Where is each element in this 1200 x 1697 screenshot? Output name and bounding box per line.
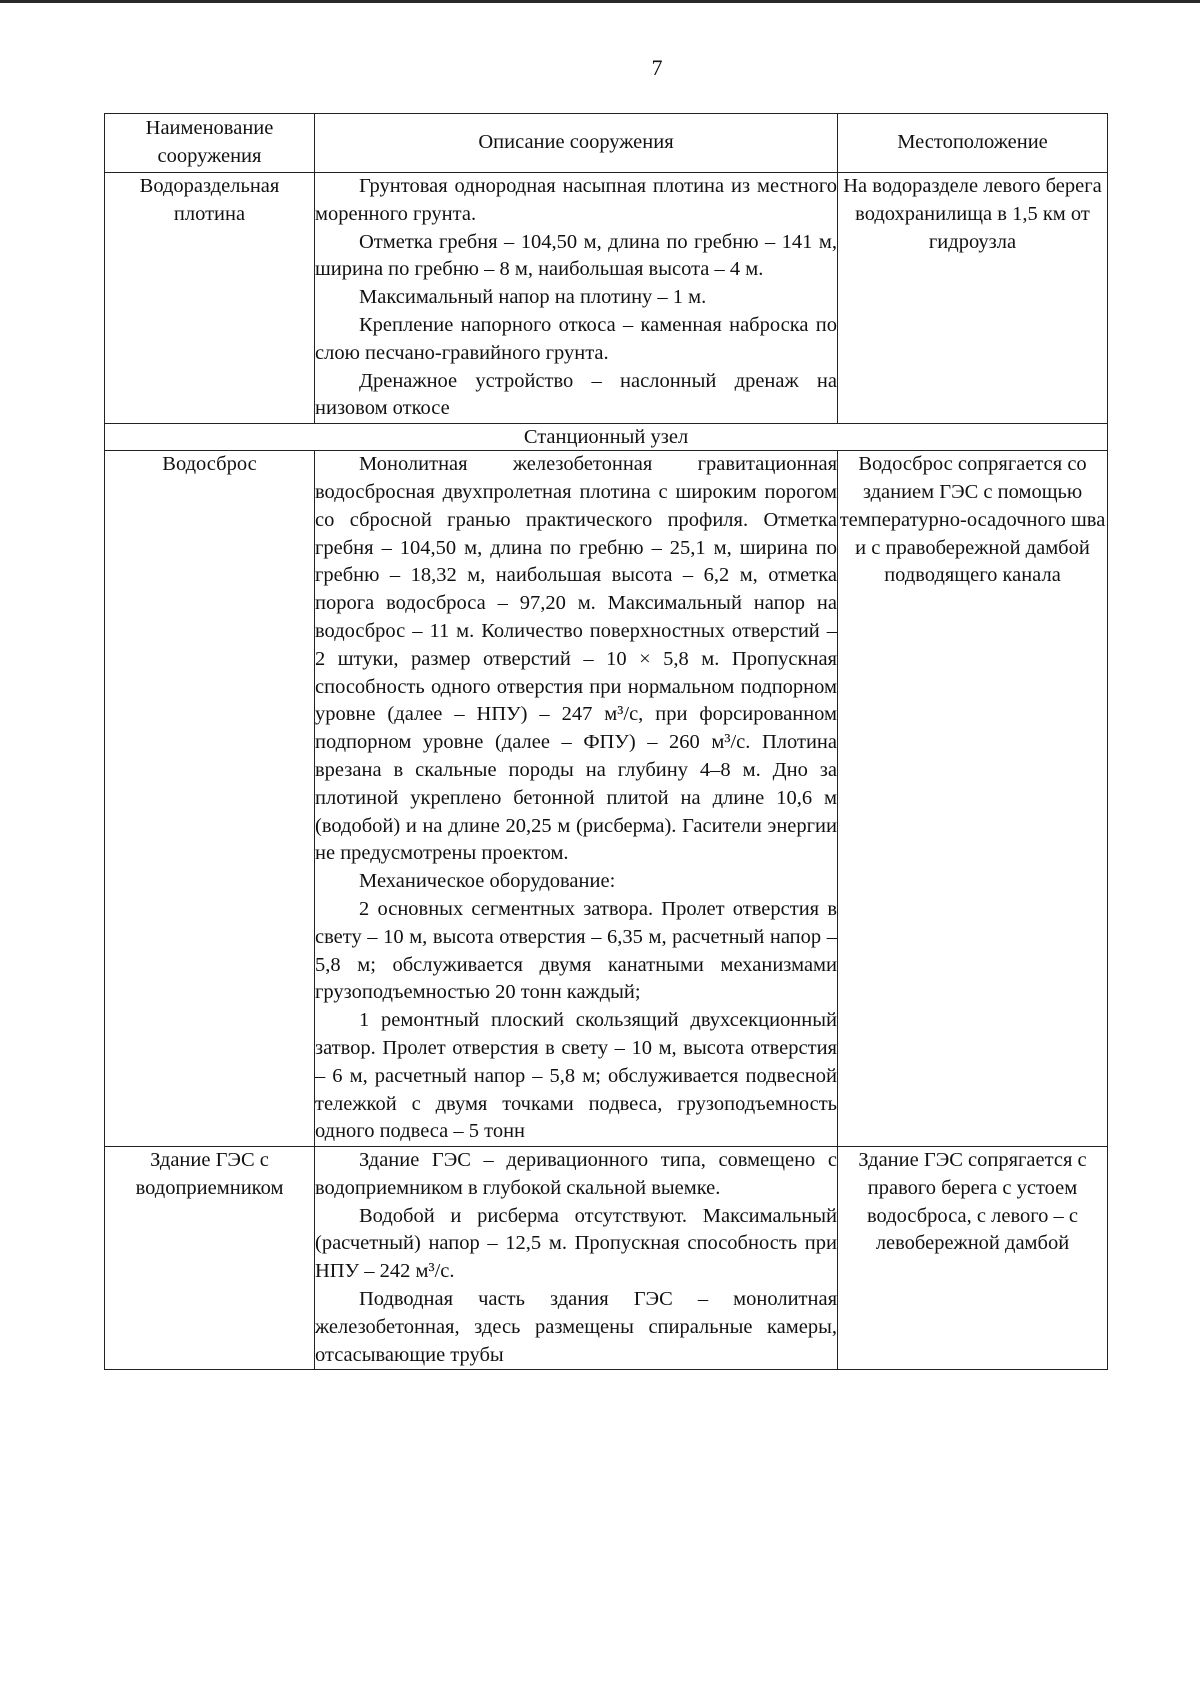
table-row	[105, 1147, 1108, 1370]
row-watershed-dam-description	[315, 173, 838, 424]
header-description: Описание сооружения	[315, 114, 838, 173]
row-watershed-dam-name: Водораздельная плотина	[105, 173, 315, 424]
description-paragraph: Дренажное устройство – наслонный дренаж на низовом откосе	[315, 369, 837, 420]
description-paragraph: Максимальный напор на плотину – 1 м.	[359, 286, 707, 309]
row-hpp-building-description	[315, 1147, 838, 1370]
row-spillway-location: Водосброс сопрягается со зданием ГЭС с помощью температурно-осадочного шва и с правобережной дамбой подводящего канала	[838, 451, 1108, 1147]
description-paragraph: 2 основных сегментных затвора. Пролет отверстия в свету – 10 м, высота отверстия – 6,35 м, расчетный напор – 5,8 м; обслуживается двумя канатными механизмами грузоподъемностью 20 тонн каждый;	[315, 897, 837, 1004]
table-row	[105, 451, 1108, 1147]
header-name: Наименование сооружения	[105, 114, 315, 173]
description-paragraph: Водобой и рисберма отсутствуют. Максимальный (расчетный) напор – 12,5 м. Пропускная способность при НПУ – 242 м³/с.	[315, 1204, 837, 1283]
top-scan-border	[0, 0, 1200, 3]
section-title: Станционный узел	[105, 424, 1108, 451]
section-row	[105, 424, 1108, 451]
table-header-row	[105, 114, 1108, 173]
row-hpp-building-location: Здание ГЭС сопрягается с правого берега с устоем водосброса, с левого – с левобережной дамбой	[838, 1147, 1108, 1370]
table-row	[105, 173, 1108, 424]
row-spillway-description	[315, 451, 838, 1147]
row-spillway-name: Водосброс	[105, 451, 315, 1147]
description-paragraph: Монолитная железобетонная гравитационная водосбросная двухпролетная плотина с широким порогом со сбросной гранью практического профиля. Отметка гребня – 104,50 м, длина по гребню – 25,1 м, ширина по гребню – 18,32 м, наибольшая высота – 6,2 м, отметка порога водосброса – 97,20 м. Максимальный напор на водосброс – 11 м. Количество поверхностных отверстий – 2 штуки, размер отверстий – 10 × 5,8 м. Пропускная способность одного отверстия при нормальном подпорном уровне (далее – НПУ) – 247 м³/с, при форсированном подпорном уровне (далее – ФПУ) – 260 м³/с. Плотина врезана в скальные породы на глубину 4–8 м. Дно за плотиной укреплено бетонной плитой на длине 10,6 м (водобой) и на длине 20,25 м (рисберма). Гасители энергии не предусмотрены проектом.	[315, 453, 837, 865]
description-paragraph: Подводная часть здания ГЭС – монолитная железобетонная, здесь размещены спиральные камеры, отсасывающие трубы	[315, 1288, 837, 1366]
description-paragraph: Грунтовая однородная насыпная плотина из местного моренного грунта.	[315, 175, 837, 225]
header-location: Местоположение	[838, 114, 1108, 173]
row-hpp-building-name: Здание ГЭС с водоприемником	[105, 1147, 315, 1370]
row-watershed-dam-location: На водоразделе левого берега водохранилища в 1,5 км от гидроузла	[838, 173, 1108, 424]
description-paragraph: Механическое оборудование:	[359, 870, 616, 893]
description-paragraph: 1 ремонтный плоский скользящий двухсекционный затвор. Пролет отверстия в свету – 10 м, высота отверстия – 6 м, расчетный напор – 5,8 м; обслуживается подвесной тележкой с двумя точками подвеса, грузоподъемность одного подвеса – 5 тонн	[315, 1009, 837, 1143]
page-number: 7	[651, 55, 663, 80]
description-paragraph: Крепление напорного откоса – каменная наброска по слою песчано-гравийного грунта.	[315, 313, 837, 364]
description-paragraph: Отметка гребня – 104,50 м, длина по гребню – 141 м, ширина по гребню – 8 м, наибольшая высота – 4 м.	[315, 230, 837, 281]
structures-table	[104, 113, 1108, 1370]
description-paragraph: Здание ГЭС – деривационного типа, совмещено с водоприемником в глубокой скальной выемке.	[315, 1149, 837, 1199]
